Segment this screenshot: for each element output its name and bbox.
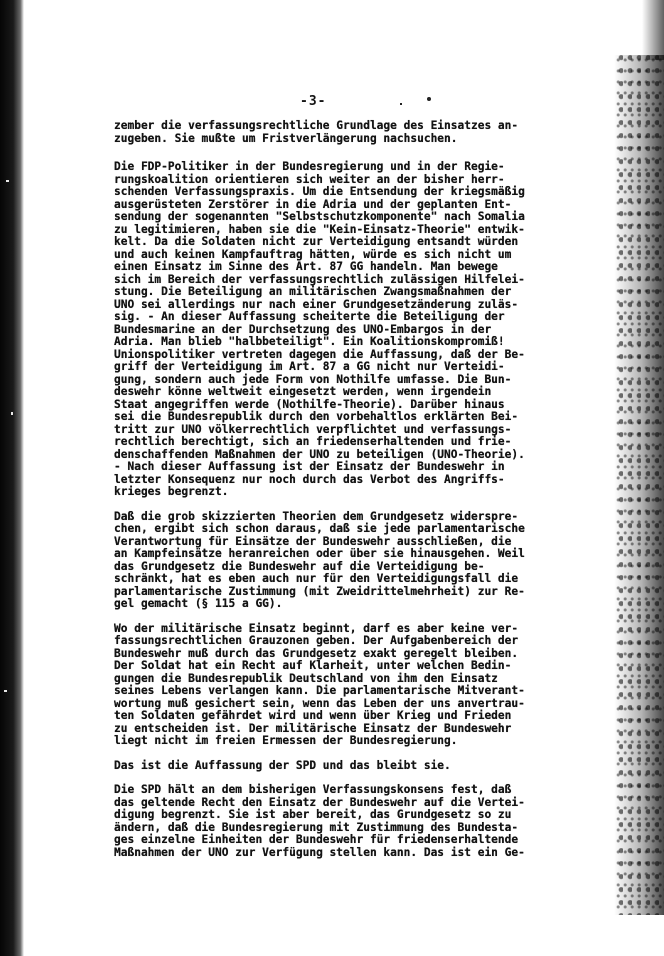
text-line: das Grundgesetz die Bundeswehr auf die Verteidigung be- — [114, 559, 485, 573]
paragraph — [114, 161, 554, 499]
text-line: zu entscheiden ist. Der militärische Einsatz der Bundeswehr — [114, 721, 512, 735]
text-line: sig. - An dieser Auffassung scheiterte die Beteiligung der — [114, 310, 505, 323]
text-line: Staat angegriffen werde (Nothilfe-Theorie). Darüber hinaus — [114, 397, 505, 411]
text-line: parlamentarische Zustimmung (mit Zweidrittelmehrheit) zur Re- — [114, 584, 525, 598]
text-line: rungskoalition orientieren sich weiter an der bisher herr- — [114, 172, 505, 186]
text-line: das geltende Recht den Einsatz der Bundeswehr auf die Vertei- — [114, 795, 525, 809]
paragraph — [114, 623, 554, 748]
scan-shadow-right-top — [642, 0, 664, 60]
page-number: -3- — [300, 94, 327, 109]
text-line: krieges begrenzt. — [114, 485, 229, 498]
paragraph — [114, 760, 554, 773]
text-line: gung, sondern auch jede Form von Nothilfe umfasse. Die Bun- — [114, 372, 512, 386]
text-line: Die FDP-Politiker in der Bundesregierung und in der Regie- — [114, 160, 505, 173]
text-line: seines Lebens verlangen kann. Die parlamentarische Mitverant- — [114, 684, 525, 697]
text-line: - Nach dieser Auffassung ist der Einsatz der Bundeswehr in — [114, 460, 505, 473]
text-line: digung begrenzt. Sie ist aber bereit, das Grundgesetz so zu — [114, 808, 512, 821]
scan-shadow-right — [614, 55, 664, 915]
text-line: Wo der militärische Einsatz beginnt, darf es aber keine ver- — [114, 621, 519, 635]
text-line: rechtlich berechtigt, sich an friedenserhaltenden und frie- — [114, 435, 512, 448]
text-line: sich im Bereich der verfassungsrechtlich zulässigen Hilfelei- — [114, 272, 525, 286]
text-line: gel gemacht (§ 115 a GG). — [114, 597, 283, 610]
text-line: stung. Die Beteiligung an militärischen Zwangsmaßnahmen der — [114, 285, 512, 298]
text-line: an Kampfeinsätze heranreichen oder über sie hinausgehen. Weil — [114, 547, 525, 560]
text-line: Der Soldat hat ein Recht auf Klarheit, unter welchen Bedin- — [114, 659, 512, 672]
document-body — [114, 120, 554, 871]
text-line: Verantwortung für Einsätze der Bundeswehr ausschließen, die — [114, 534, 512, 548]
text-line: Adria. Man blieb "halbbeteiligt". Ein Koalitionskompromiß! — [114, 335, 505, 348]
text-line: Bundeswehr muß durch das Grundgesetz exakt geregelt bleiben. — [114, 646, 519, 660]
text-line: ges einzelne Einheiten der Bundeswehr für friedenserhaltende — [114, 833, 519, 846]
text-line: liegt nicht im freien Ermessen der Bundesregierung. — [114, 734, 458, 747]
text-line: zugeben. Sie mußte um Fristverlängerung nachsuchen. — [114, 131, 458, 145]
text-line: ausgerüsteten Zerstörer in die Adria und der geplanten Ent- — [114, 197, 512, 211]
text-line: fassungsrechtlichen Grauzonen geben. Der Aufgabenbereich der — [114, 634, 519, 647]
paragraph — [114, 511, 554, 611]
text-line: gungen die Bundesrepublik Deutschland von ihm den Einsatz — [114, 671, 498, 685]
text-line: kelt. Da die Soldaten nicht zur Verteidigung entsandt würden — [114, 235, 519, 248]
text-line: deswehr könne weltweit eingesetzt werden, wenn irgendein — [114, 385, 492, 398]
scan-speck — [400, 103, 402, 105]
text-line: zu legitimieren, haben sie die "Kein-Einsatz-Theorie" entwik- — [114, 222, 525, 236]
text-line: sei die Bundesrepublik durch den vorbehaltlos erklärten Bei- — [114, 410, 519, 423]
text-line: sendung der sogenannten "Selbstschutzkomponente" nach Somalia — [114, 210, 525, 223]
text-line: einen Einsatz im Sinne des Art. 87 GG handeln. Man bewege — [114, 260, 498, 273]
text-line: wortung muß gesichert sein, wenn das Leben der uns anvertrau- — [114, 696, 525, 710]
paragraph — [114, 120, 554, 145]
text-line: Das ist die Auffassung der SPD und das bleibt sie. — [114, 758, 451, 772]
text-line: tritt zur UNO völkerrechtlich verpflichtet und verfassungs- — [114, 422, 512, 436]
text-line: schenden Verfassungspraxis. Um die Entsendung der kriegsmäßig — [114, 185, 525, 198]
text-line: griff der Verteidigung im Art. 87 a GG nicht nur Verteidi- — [114, 360, 505, 373]
text-line: chen, ergibt sich schon daraus, daß sie jede parlamentarische — [114, 522, 525, 535]
text-line: Unionspolitiker vertreten dagegen die Auffassung, daß der Be- — [114, 347, 525, 361]
scan-speck — [427, 97, 431, 101]
text-line: ändern, daß die Bundesregierung mit Zustimmung des Bundesta- — [114, 820, 519, 834]
scan-shadow-left — [0, 0, 24, 956]
paragraph — [114, 784, 554, 859]
text-line: ten Soldaten gefährdet wird und wenn über Krieg und Frieden — [114, 709, 512, 722]
text-line: schränkt, hat es eben auch nur für den Verteidigungsfall die — [114, 572, 519, 585]
text-line: und auch keinen Kampfauftrag hätten, würde es sich nicht um — [114, 247, 512, 261]
text-line: letzter Konsequenz nur noch durch das Verbot des Angriffs- — [114, 472, 505, 486]
text-line: Bundesmarine an der Durchsetzung des UNO-Embargos in der — [114, 322, 492, 336]
text-line: zember die verfassungsrechtliche Grundlage des Einsatzes an- — [114, 119, 519, 132]
text-line: Daß die grob skizzierten Theorien dem Grundgesetz widerspre- — [114, 509, 519, 523]
text-line: UNO sei allerdings nur nach einer Grundgesetzänderung zuläs- — [114, 297, 519, 311]
text-line: Die SPD hält an dem bisherigen Verfassungskonsens fest, daß — [114, 783, 512, 796]
text-line: denschaffenden Maßnahmen der UNO zu beteiligen (UNO-Theorie). — [114, 447, 525, 461]
text-line: Maßnahmen der UNO zur Verfügung stellen kann. Das ist ein Ge- — [114, 845, 525, 859]
